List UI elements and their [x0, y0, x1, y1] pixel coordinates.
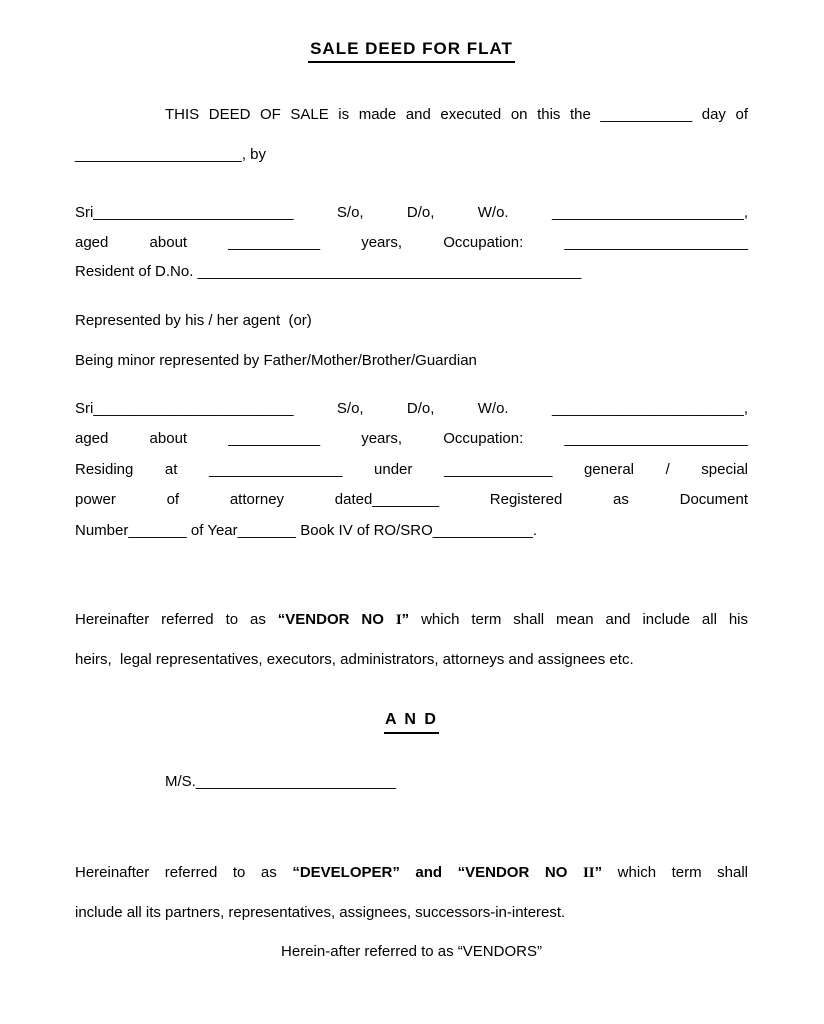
vendor2-line-5: Number_______ of Year_______ Book IV of RO/SRO____________. — [75, 521, 538, 539]
vendor1-term-close-quote: ” — [401, 611, 410, 628]
opening-line-2: ____________________, by — [75, 146, 267, 163]
vendor1-line-1: Sri________________________ S/o, D/o, W/o. _______________________, — [75, 204, 748, 221]
vendor1-term-bold: “VENDOR NO — [277, 611, 396, 628]
and-separator-label: A N D — [384, 709, 439, 734]
vendor1-clause-post: which term shall mean and include all his — [409, 611, 749, 628]
document-title-row — [75, 38, 748, 63]
vendors-reference-line: Herein-after referred to as “VENDORS” — [281, 943, 542, 960]
vendor1-clause-paragraph — [75, 600, 748, 679]
vendor1-clause-line-2: heirs, legal representatives, executors, administrators, attorneys and assignees etc. — [75, 651, 634, 668]
and-separator-row — [75, 709, 748, 734]
vendor2-line-3: Residing at ________________ under _____________ general / special — [75, 460, 748, 478]
developer-term-bold: “DEVELOPER” and “VENDOR NO — [292, 864, 583, 881]
ms-paragraph — [75, 767, 748, 797]
developer-clause-pre: Hereinafter referred to as — [75, 864, 293, 881]
vendor1-clause-line-1 — [75, 600, 748, 640]
vendor1-details-paragraph — [75, 198, 748, 287]
developer-clause-line-2: include all its partners, representatives, assignees, successors-in-interest. — [75, 904, 566, 921]
opening-line-1: THIS DEED OF SALE is made and executed on this the ___________ day of — [165, 106, 748, 123]
representation-line-1: Represented by his / her agent (or) — [75, 311, 312, 329]
vendor2-line-1: Sri________________________ S/o, D/o, W/o. _______________________, — [75, 399, 748, 417]
vendor2-line-2: aged about ___________ years, Occupation: ______________________ — [75, 430, 748, 447]
vendor1-line-2: aged about ___________ years, Occupation: ______________________ — [75, 233, 748, 251]
opening-paragraph — [75, 95, 748, 175]
developer-clause-post: which term shall — [602, 864, 749, 881]
vendor2-line-4: power of attorney dated________ Registered as Document — [75, 491, 748, 508]
vendor2-details-paragraph — [75, 394, 748, 547]
representation-line-2: Being minor represented by Father/Mother/Brother/Guardian — [75, 351, 477, 369]
developer-term-close-quote: ” — [594, 864, 603, 881]
ms-line: M/S.________________________ — [165, 773, 397, 790]
developer-clause-line-1 — [75, 853, 748, 893]
document-title: SALE DEED FOR FLAT — [308, 38, 515, 63]
representation-paragraph-2 — [75, 346, 748, 376]
developer-term-roman-numeral: II — [582, 865, 595, 881]
representation-paragraph-1 — [75, 306, 748, 336]
vendor1-line-3: Resident of D.No. ______________________________________________ — [75, 263, 582, 280]
vendor1-clause-pre: Hereinafter referred to as — [75, 611, 278, 628]
developer-clause-paragraph — [75, 853, 748, 971]
vendor1-term-roman-numeral: I — [395, 612, 402, 628]
